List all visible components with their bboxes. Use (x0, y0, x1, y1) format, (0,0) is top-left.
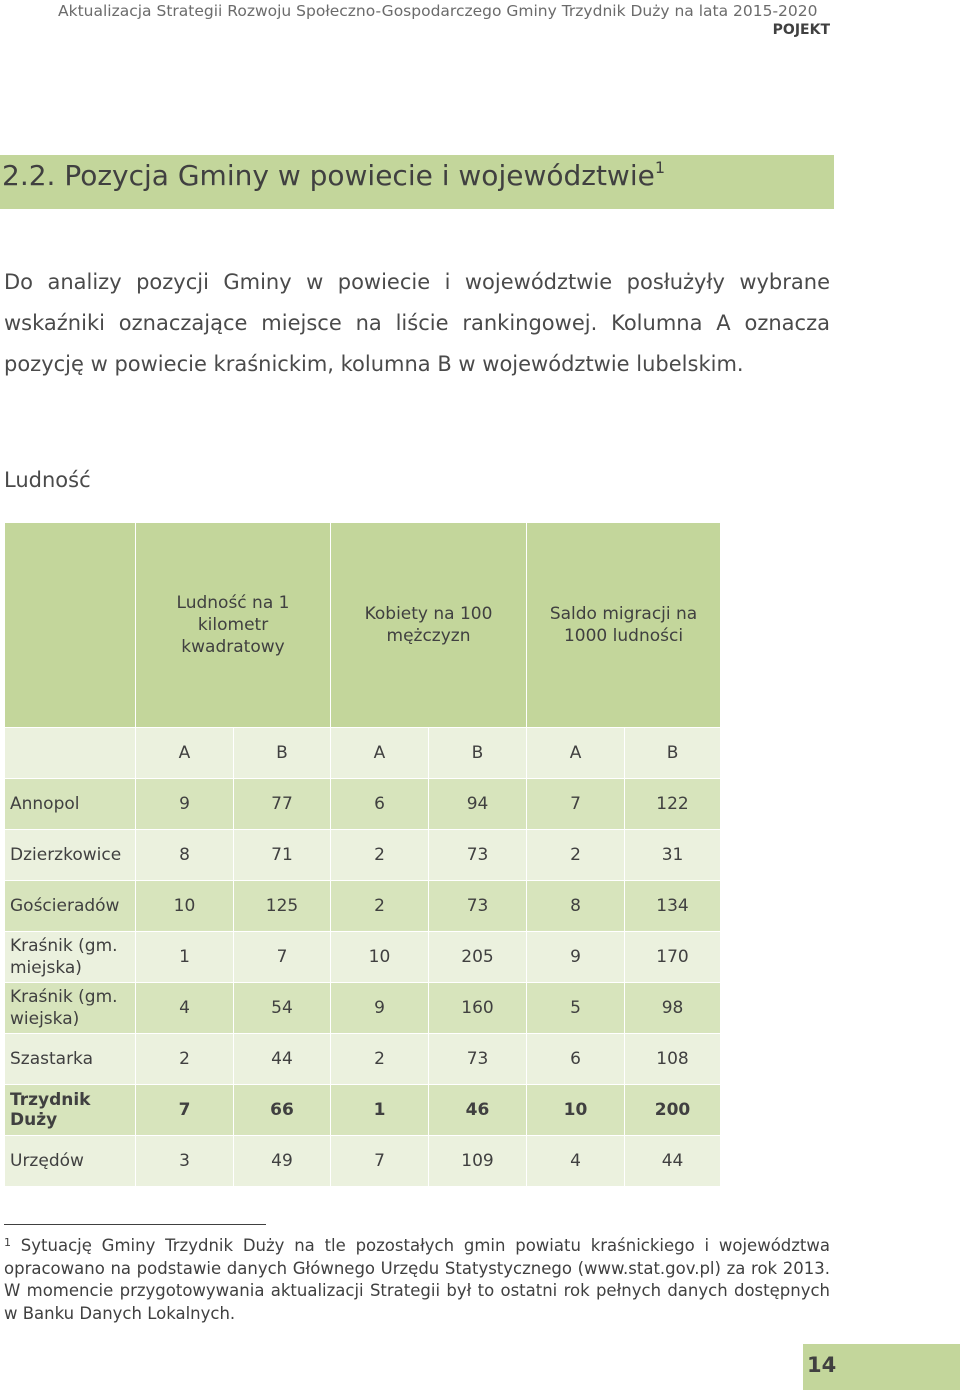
table-cell: 10 (527, 1085, 625, 1136)
section-title: 2.2. Pozycja Gminy w powiecie i województwie (2, 159, 655, 192)
table-cell: 2 (136, 1034, 234, 1085)
row-label: Annopol (5, 779, 136, 830)
table-cell: 4 (527, 1136, 625, 1187)
table-cell: 5 (527, 983, 625, 1034)
table-row (5, 932, 721, 983)
row-label: Kraśnik (gm. wiejska) (5, 983, 136, 1034)
document-status-label: POJEKT (772, 22, 830, 38)
row-label: Gościeradów (5, 881, 136, 932)
table-subheading: Ludność (4, 468, 91, 492)
table-cell: 7 (527, 779, 625, 830)
table-cell: 73 (429, 881, 527, 932)
footnote-reference: 1 (654, 158, 666, 177)
table-row (5, 881, 721, 932)
subheader-cell: A (331, 728, 429, 779)
table-cell: 7 (234, 932, 331, 983)
table-cell: 200 (625, 1085, 721, 1136)
row-label: Dzierzkowice (5, 830, 136, 881)
subheader-cell: B (429, 728, 527, 779)
table-cell: 9 (136, 779, 234, 830)
table-cell: 134 (625, 881, 721, 932)
table-cell: 122 (625, 779, 721, 830)
table-cell: 6 (527, 1034, 625, 1085)
subheader-cell: A (136, 728, 234, 779)
table-cell: 44 (625, 1136, 721, 1187)
row-label: Kraśnik (gm. miejska) (5, 932, 136, 983)
intro-paragraph: Do analizy pozycji Gminy w powiecie i województwie posłużyły wybrane wskaźniki oznaczające miejsce na liście rankingowej. Kolumna A oznacza pozycję w powiecie kraśnickim, kolumna B w województwie lubelskim. (4, 270, 830, 376)
table-cell: 7 (331, 1136, 429, 1187)
subheader-cell: B (234, 728, 331, 779)
table-row (5, 1034, 721, 1085)
table-cell: 205 (429, 932, 527, 983)
header-corner-cell (5, 523, 136, 728)
table-row (5, 983, 721, 1034)
table-cell: 9 (331, 983, 429, 1034)
subheader-cell: A (527, 728, 625, 779)
ranking-table (4, 522, 721, 1187)
table-cell: 54 (234, 983, 331, 1034)
header-migration-balance: Saldo migracji na 1000 ludności (527, 523, 721, 728)
subheader-cell: B (625, 728, 721, 779)
table-cell: 4 (136, 983, 234, 1034)
table-subheader-row (5, 728, 721, 779)
footnote-divider (4, 1224, 266, 1225)
header-women-per-men: Kobiety na 100 mężczyzn (331, 523, 527, 728)
table-cell: 77 (234, 779, 331, 830)
table-cell: 73 (429, 830, 527, 881)
table-row (5, 830, 721, 881)
table-cell: 3 (136, 1136, 234, 1187)
row-label: Szastarka (5, 1034, 136, 1085)
table-cell: 49 (234, 1136, 331, 1187)
table-cell: 31 (625, 830, 721, 881)
table-cell: 71 (234, 830, 331, 881)
table-cell: 125 (234, 881, 331, 932)
table-cell: 73 (429, 1034, 527, 1085)
footnote-marker: 1 (4, 1236, 11, 1249)
header-population-density: Ludność na 1 kilometr kwadratowy (136, 523, 331, 728)
table-cell: 8 (136, 830, 234, 881)
table-cell: 66 (234, 1085, 331, 1136)
table-row (5, 1136, 721, 1187)
table-cell: 98 (625, 983, 721, 1034)
table-cell: 2 (331, 830, 429, 881)
table-cell: 2 (527, 830, 625, 881)
table-cell: 170 (625, 932, 721, 983)
row-label: Urzędów (5, 1136, 136, 1187)
table-cell: 94 (429, 779, 527, 830)
subheader-corner-cell (5, 728, 136, 779)
table-row-highlighted (5, 1085, 721, 1136)
table-cell: 1 (136, 932, 234, 983)
table-cell: 2 (331, 881, 429, 932)
footnote (4, 1235, 830, 1325)
row-label: Trzydnik Duży (5, 1085, 136, 1136)
table-cell: 160 (429, 983, 527, 1034)
section-heading (0, 155, 834, 209)
table-cell: 2 (331, 1034, 429, 1085)
table-cell: 8 (527, 881, 625, 932)
table-header-row (5, 523, 721, 728)
table-cell: 109 (429, 1136, 527, 1187)
table-cell: 7 (136, 1085, 234, 1136)
table-cell: 44 (234, 1034, 331, 1085)
table-cell: 108 (625, 1034, 721, 1085)
table-cell: 46 (429, 1085, 527, 1136)
table-cell: 10 (331, 932, 429, 983)
table-cell: 9 (527, 932, 625, 983)
page-number: 14 (803, 1344, 960, 1390)
table-cell: 10 (136, 881, 234, 932)
table-row (5, 779, 721, 830)
table-cell: 1 (331, 1085, 429, 1136)
table-cell: 6 (331, 779, 429, 830)
document-header-title: Aktualizacja Strategii Rozwoju Społeczno-Gospodarczego Gminy Trzydnik Duży na lata 2015-2020 (58, 2, 818, 20)
footnote-text: Sytuację Gminy Trzydnik Duży na tle pozostałych gmin powiatu kraśnickiego i województwa opracowano na podstawie danych Głównego Urzędu Statystycznego (www.stat.gov.pl) za rok 2013. W momencie przygotowywania aktualizacji Strategii był to ostatni rok pełnych danych dostępnych w Banku Danych Lokalnych. (4, 1236, 830, 1323)
